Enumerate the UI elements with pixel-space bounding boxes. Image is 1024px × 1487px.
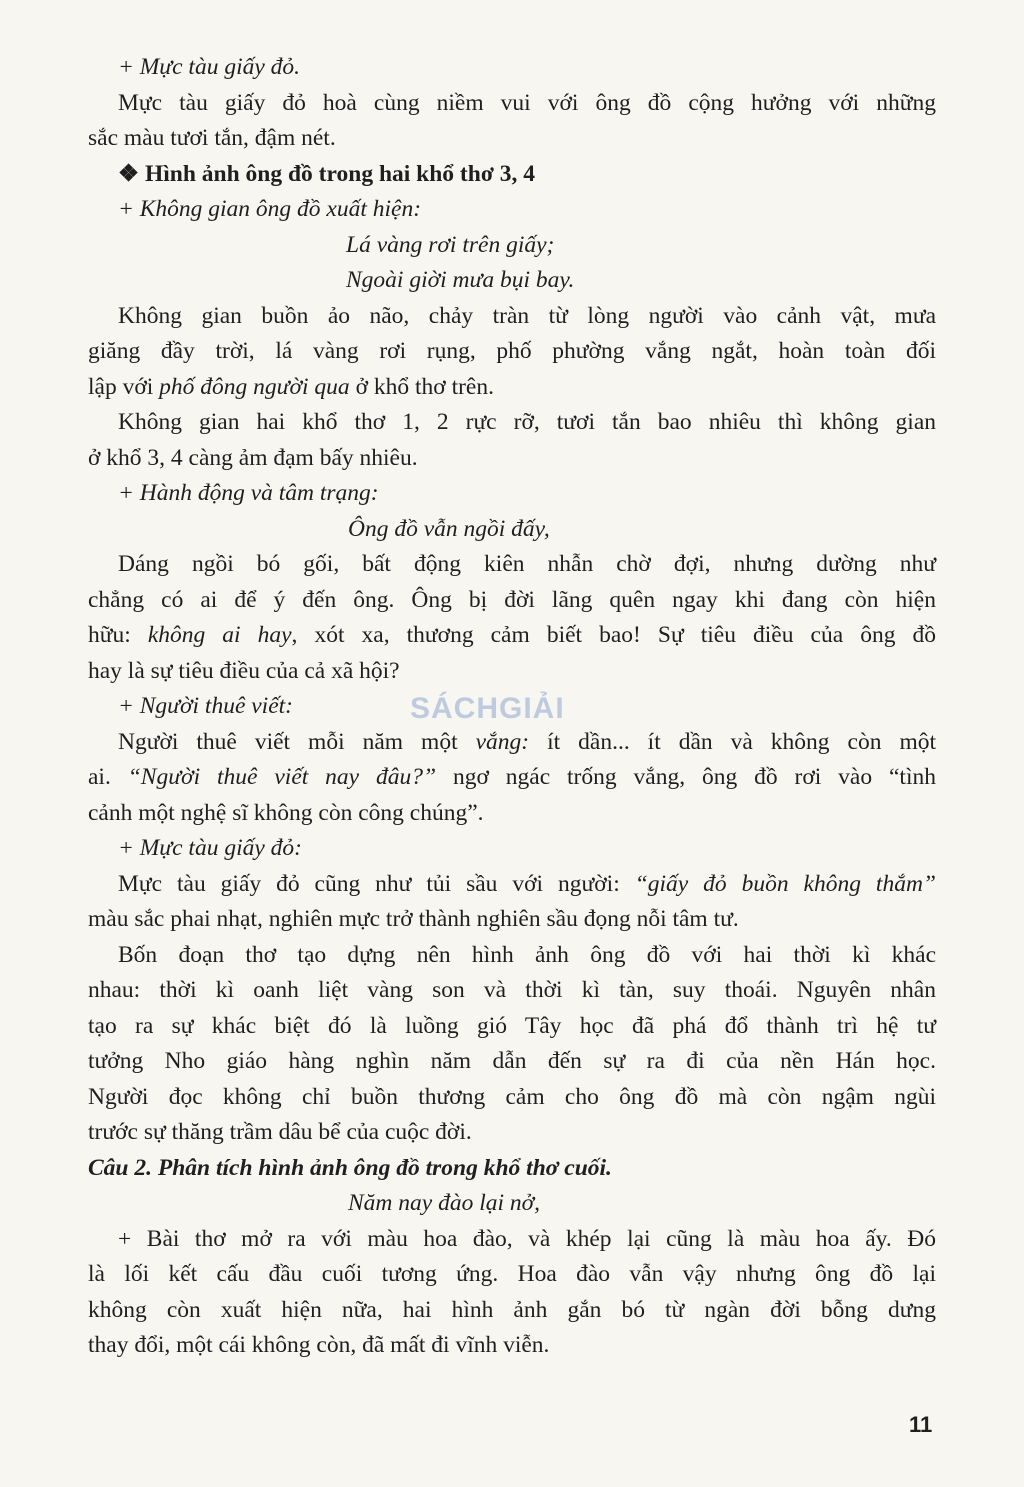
text-line	[88, 370, 936, 406]
poem-line: Năm nay đào lại nở,	[348, 1190, 541, 1216]
text-line	[88, 867, 936, 903]
text-line: cảnh một nghệ sĩ không còn công chúng”.	[88, 799, 484, 826]
bullet-line: + Mực tàu giấy đỏ:	[118, 835, 302, 861]
text-line	[88, 760, 936, 796]
text-line: là lối kết cấu đầu cuối tương ứng. Hoa đào vẫn vậy nhưng ông đồ lại	[88, 1261, 936, 1287]
quote-span: “giấy đỏ buồn không thắm”	[634, 870, 937, 897]
section-heading: ❖ Hình ảnh ông đồ trong hai khổ thơ 3, 4	[118, 160, 535, 187]
watermark: SÁCHGIẢI	[410, 692, 565, 725]
text-line: sắc màu tươi tắn, đậm nét.	[88, 125, 336, 151]
text-line: không còn xuất hiện nữa, hai hình ảnh gắn bó từ ngàn đời bỗng dưng	[88, 1296, 936, 1323]
text-line: Dáng ngồi bó gối, bất động kiên nhẫn chờ đợi, nhưng dường như	[118, 551, 936, 577]
text-line: thay đổi, một cái không còn, đã mất đi vĩnh viễn.	[88, 1332, 550, 1358]
text-line: Mực tàu giấy đỏ hoà cùng niềm vui với ông đồ cộng hưởng với những	[118, 89, 936, 116]
text-line: ở khổ 3, 4 càng ảm đạm bấy nhiêu.	[88, 444, 418, 471]
bullet-line: + Người thuê viết:	[118, 693, 293, 719]
text-line: tạo ra sự khác biệt đó là luồng gió Tây học đã phá đổ thành trì hệ tư	[88, 1012, 936, 1039]
text-line	[88, 725, 936, 761]
text-line: tưởng Nho giáo hàng nghìn năm dẫn đến sự ra đi của nền Hán học.	[88, 1048, 936, 1074]
text-span: hữu:	[88, 622, 148, 648]
text-span: ngơ ngác trống vắng, ông đồ rơi vào “tình	[436, 764, 936, 790]
poem-line: Ông đồ vẫn ngồi đấy,	[348, 515, 550, 542]
poem-line: Lá vàng rơi trên giấy;	[346, 231, 555, 258]
text-line: Không gian buồn ảo não, chảy tràn từ lòng người vào cảnh vật, mưa	[118, 302, 936, 329]
text-line: nhau: thời kì oanh liệt vàng son và thời kì tàn, suy thoái. Nguyên nhân	[88, 977, 936, 1003]
quote-span: vắng:	[475, 728, 530, 755]
text-line: hay là sự tiêu điều của cả xã hội?	[88, 657, 400, 684]
poem-line: Ngoài giời mưa bụi bay.	[346, 267, 575, 293]
text-span: Mực tàu giấy đỏ cũng như tủi sầu với người:	[118, 870, 635, 897]
text-span: , xót xa, thương cảm biết bao! Sự tiêu điều của ông đồ	[291, 622, 936, 648]
text-line	[88, 618, 936, 654]
question-heading: Câu 2. Phân tích hình ảnh ông đồ trong khổ thơ cuối.	[88, 1154, 612, 1181]
page-number: 11	[909, 1412, 933, 1437]
text-line: màu sắc phai nhạt, nghiên mực trở thành nghiên sầu đọng nỗi tâm tư.	[88, 906, 739, 932]
text-span: ít dần... ít dần và không còn một	[529, 728, 936, 755]
text-line: + Bài thơ mở ra với màu hoa đào, và khép lại cũng là màu hoa ấy. Đó	[118, 1225, 936, 1252]
quote-span: không ai hay	[147, 622, 292, 648]
text-line: Người đọc không chỉ buồn thương cảm cho ông đồ mà còn ngậm ngùi	[88, 1083, 936, 1110]
text-span: lập với	[88, 373, 160, 400]
text-line: chẳng có ai để ý đến ông. Ông bị đời lãng quên ngay khi đang còn hiện	[88, 586, 936, 613]
text-line: Bốn đoạn thơ tạo dựng nên hình ảnh ông đồ với hai thời kì khác	[118, 941, 936, 968]
text-span: Người thuê viết mỗi năm một	[118, 728, 476, 755]
quote-span: phố đông người qua	[159, 373, 350, 400]
bullet-line: + Không gian ông đồ xuất hiện:	[118, 196, 422, 222]
text-line: Không gian hai khổ thơ 1, 2 rực rỡ, tươi tắn bao nhiêu thì không gian	[118, 409, 936, 435]
quote-span: “Người thuê viết nay đâu?”	[127, 764, 437, 790]
text-line: trước sự thăng trầm dâu bể của cuộc đời.	[88, 1119, 472, 1145]
text-span: ở khổ thơ trên.	[349, 373, 494, 400]
text-span: ai.	[88, 764, 128, 790]
bullet-line: + Mực tàu giấy đỏ.	[118, 54, 301, 80]
bullet-line: + Hành động và tâm trạng:	[118, 480, 379, 506]
text-line: giăng đầy trời, lá vàng rơi rụng, phố phường vắng ngắt, hoàn toàn đối	[88, 338, 936, 364]
